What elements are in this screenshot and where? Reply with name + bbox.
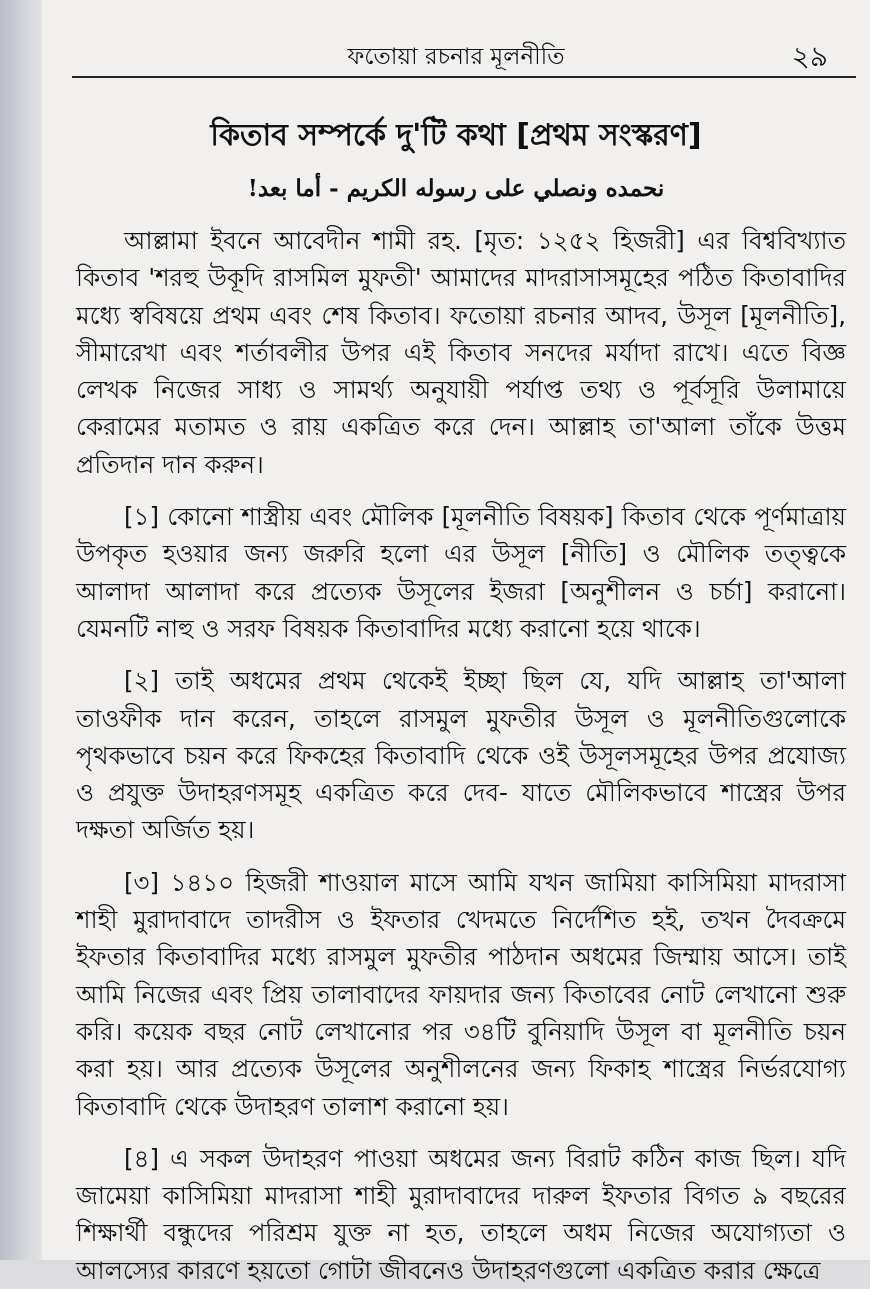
chapter-title: কিতাব সম্পর্কে দু'টি কথা [প্রথম সংস্করণ]	[210, 118, 702, 153]
body-text	[76, 222, 846, 1289]
running-title: ফতোয়া রচনার মূলনীতি	[347, 44, 565, 70]
arabic-invocation: نحمده ونصلي على رسوله الكريم - أما بعد!	[247, 175, 665, 202]
numbered-paragraph-2: [২] তাই অধমের প্রথম থেকেই ইচ্ছা ছিল যে, যদি আল্লাহ তা'আলা তাওফীক দান করেন, তাহলে রাসমুল মুফতীর উসূল ও মূলনীতিগুলোকে পৃথকভাবে চয়ন করে ফিকহের কিতাবাদি থেকে ওই উসূলসমূহের উপর প্রযোজ্য ও প্রযুক্ত উদাহরণসমূহ একত্রিত করে দেব- যাতে মৌলিকভাবে শাস্ত্রের উপর দক্ষতা অর্জিত হয়।	[76, 666, 846, 845]
binding-gutter	[0, 0, 42, 1260]
running-header	[42, 42, 870, 82]
intro-paragraph: আল্লামা ইবনে আবেদীন শামী রহ. [মৃত: ১২৫২ হিজরী] এর বিশ্ববিখ্যাত কিতাব 'শরহু উকূদি রাসমিল মুফতী' আমাদের মাদরাসাসমূহের পঠিত কিতাবাদির মধ্যে স্ববিষয়ে প্রথম এবং শেষ কিতাব। ফতোয়া রচনার আদব, উসূল [মূলনীতি], সীমারেখা এবং শর্তাবলীর উপর এই কিতাব সনদের মর্যাদা রাখে। এতে বিজ্ঞ লেখক নিজের সাধ্য ও সামর্থ্য অনুযায়ী পর্যাপ্ত তথ্য ও পূর্বসূরি উলামায়ে কেরামের মতামত ও রায় একত্রিত করে দেন। আল্লাহ তা'আলা তাঁকে উত্তম প্রতিদান দান করুন।	[76, 226, 846, 479]
book-page	[42, 0, 870, 1285]
page-number: ২৯	[791, 40, 828, 73]
numbered-paragraph-4: [৪] এ সকল উদাহরণ পাওয়া অধমের জন্য বিরাট কঠিন কাজ ছিল। যদি জামেয়া কাসিমিয়া মাদরাসা শাহী মুরাদাবাদের দারুল ইফতার বিগত ৯ বছরের শিক্ষার্থী বন্ধুদের পরিশ্রম যুক্ত না হত, তাহলে অধম নিজের অযোগ্যতা ও আলস্যের কারণে হয়তো গোটা জীবনেও উদাহরণগুলো একত্রিত করার ক্ষেত্রে	[76, 1143, 846, 1285]
numbered-paragraph-1: [১] কোনো শাস্ত্রীয় এবং মৌলিক [মূলনীতি বিষয়ক] কিতাব থেকে পূর্ণমাত্রায় উপকৃত হওয়ার জন্য জরুরি হলো এর উসূল [নীতি] ও মৌলিক তত্ত্বকে আলাদা আলাদা করে প্রত্যেক উসূলের ইজরা [অনুশীলন ও চর্চা] করানো। যেমনটি নাহু ও সরফ বিষয়ক কিতাবাদির মধ্যে করানো হয়ে থাকে।	[76, 502, 846, 643]
numbered-paragraph-3: [৩] ১৪১০ হিজরী শাওয়াল মাসে আমি যখন জামিয়া কাসিমিয়া মাদরাসা শাহী মুরাদাবাদে তাদরীস ও ইফতার খেদমতে নির্দেশিত হই, তখন দৈবক্রমে ইফতার কিতাবাদির মধ্যে রাসমুল মুফতীর পাঠদান অধমের জিম্মায় আসে। তাই আমি নিজের এবং প্রিয় তালাবাদের ফায়দার জন্য কিতাবের নোট লেখানো শুরু করি। কয়েক বছর নোট লেখানোর পর ৩৪টি বুনিয়াদি উসূল বা মূলনীতি চয়ন করা হয়। আর প্রত্যেক উসূলের অনুশীলনের জন্য ফিকাহ শাস্ত্রের নির্ভরযোগ্য কিতাবাদি থেকে উদাহরণ তালাশ করানো হয়।	[76, 867, 846, 1121]
header-rule	[72, 76, 856, 78]
